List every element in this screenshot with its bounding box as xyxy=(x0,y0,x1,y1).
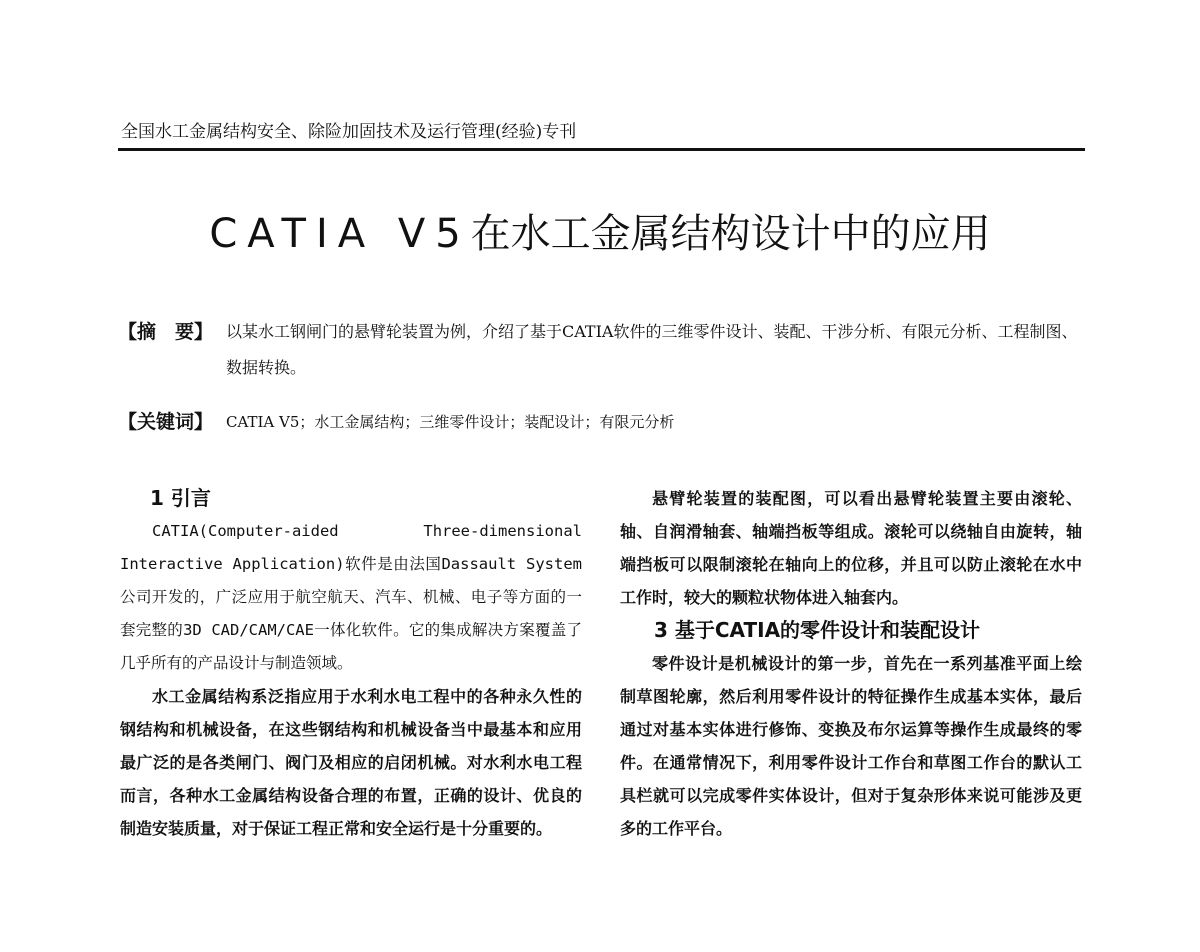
intro-paragraph-2: 水工金属结构系泛指应用于水利水电工程中的各种永久性的钢结构和机械设备，在这些钢结构和机械设备当中最基本和应用最广泛的是各类闸门、阀门及相应的启闭机械。对水利水电工程而言，各种水工金属结构设备合理的布置，正确的设计、优良的制造安装质量，对于保证工程正常和安全运行是十分重要的。 xyxy=(120,687,582,838)
abstract xyxy=(118,314,1093,386)
running-header: 全国水工金属结构安全、除险加固技术及运行管理(经验)专刊 xyxy=(121,122,577,142)
section-heading-design: 3 基于CATIA的零件设计和装配设计 xyxy=(654,618,981,642)
keywords-text: CATIA V5；水工金属结构；三维零件设计；装配设计；有限元分析 xyxy=(226,413,675,431)
title-latin: CATIA V5 xyxy=(209,211,471,257)
abstract-text: 以某水工钢闸门的悬臂轮装置为例，介绍了基于CATIA软件的三维零件设计、装配、干涉分析、有限元分析、工程制图、数据转换。 xyxy=(226,322,1078,377)
header-rule xyxy=(118,148,1085,151)
title-rest: 在水工金属结构设计中的应用 xyxy=(470,211,991,257)
paper-title xyxy=(0,206,1200,262)
design-paragraph: 零件设计是机械设计的第一步，首先在一系列基准平面上绘制草图轮廓，然后利用零件设计的特征操作生成基本实体，最后通过对基本实体进行修饰、变换及布尔运算等操作生成最终的零件。在通常情况下，利用零件设计工作台和草图工作台的默认工具栏就可以完成零件实体设计，但对于复杂形体来说可能涉及更多的工作平台。 xyxy=(620,654,1082,838)
intro-paragraph-1: CATIA(Computer-aided Three-dimensional Interactive Application)软件是由法国Dassault System公司开发的，广泛应用于航空航天、汽车、机械、电子等方面的一套完整的3D CAD/CAM/CAE一体化软件。它的集成解决方案覆盖了几乎所有的产品设计与制造领域。 xyxy=(120,522,582,672)
keywords-label: 【关键词】 xyxy=(118,411,214,433)
section-heading-intro: 1 引言 xyxy=(150,486,211,510)
right-column xyxy=(620,482,1082,845)
keywords xyxy=(118,406,1093,438)
left-column xyxy=(120,482,582,845)
abstract-label: 【摘 要】 xyxy=(118,321,214,343)
assembly-paragraph: 悬臂轮装置的装配图，可以看出悬臂轮装置主要由滚轮、轴、自润滑轴套、轴端挡板等组成。滚轮可以绕轴自由旋转，轴端挡板可以限制滚轮在轴向上的位移，并且可以防止滚轮在水中工作时，较大的颗粒状物体进入轴套内。 xyxy=(620,489,1082,607)
